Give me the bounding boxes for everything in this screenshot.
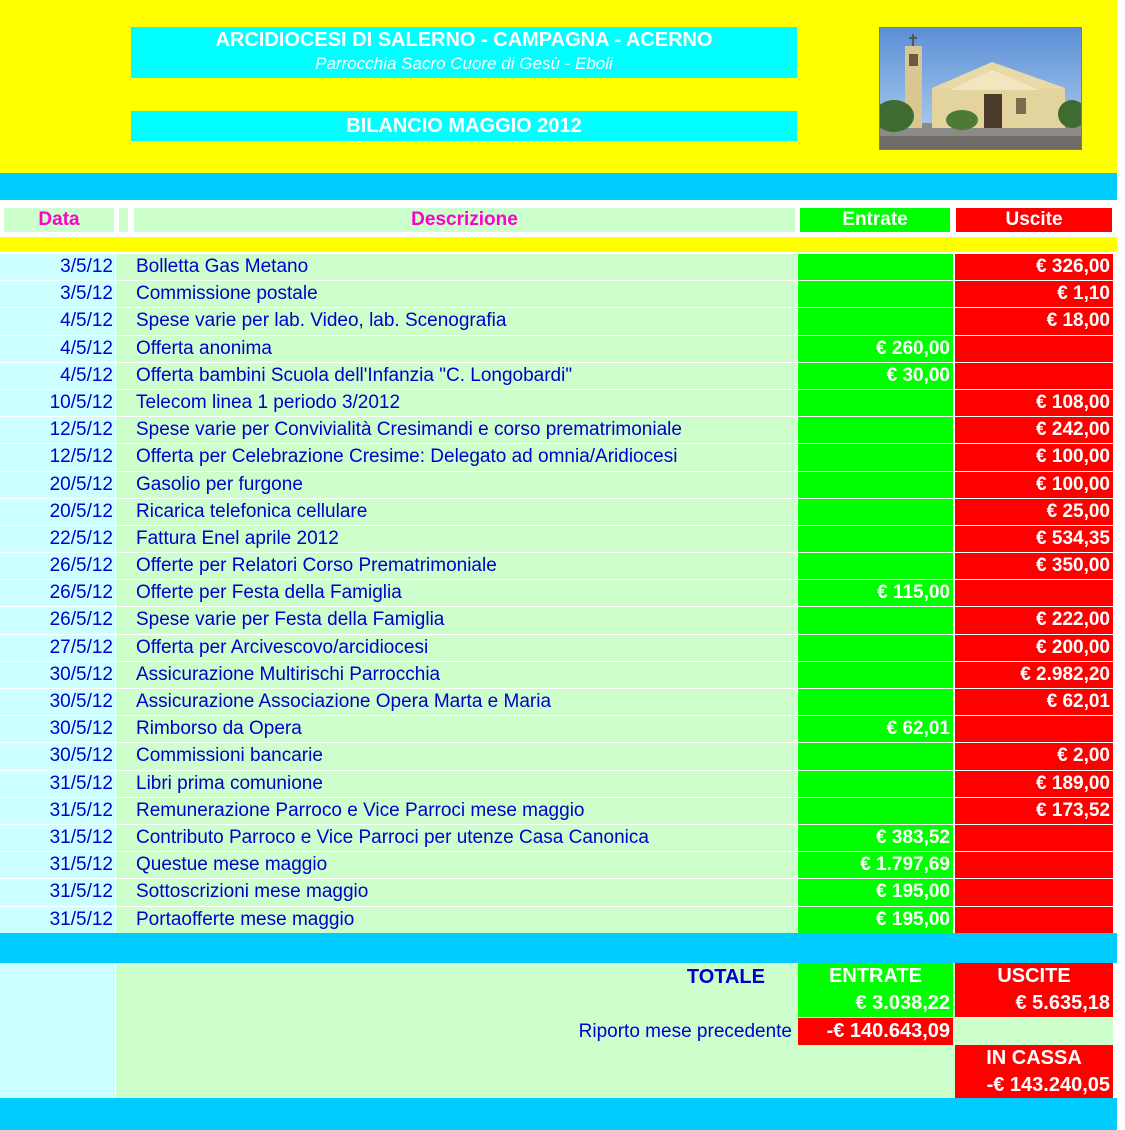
row-description: Telecom linea 1 periodo 3/2012 [116,390,797,416]
row-date: 31/5/12 [0,798,115,824]
row-description: Contributo Parroco e Vice Parroci per utenze Casa Canonica [116,825,797,851]
carry-over-label: Riporto mese precedente [578,1021,792,1042]
row-date: 31/5/12 [0,907,115,933]
row-description: Bolletta Gas Metano [116,254,797,280]
row-description: Rimborso da Opera [116,716,797,742]
column-header-income: Entrate [800,208,950,232]
table-row [0,852,1117,879]
row-description: Offerta per Arcivescovo/arcidiocesi [116,635,797,661]
row-expense [955,336,1113,362]
row-description: Sottoscrizioni mese maggio [116,879,797,905]
table-row [0,825,1117,852]
table-row [0,907,1117,934]
total-label: TOTALE [686,966,765,988]
row-description: Commissione postale [116,281,797,307]
row-description: Spese varie per Convivialità Cresimandi e corso prematrimoniale [116,417,797,443]
row-expense [955,907,1113,933]
row-expense [955,852,1113,878]
diocese-title: ARCIDIOCESI DI SALERNO - CAMPAGNA - ACERNO [215,29,713,51]
row-date: 22/5/12 [0,526,115,552]
table-row [0,798,1117,825]
row-income [798,281,953,307]
table-row [0,771,1117,798]
row-description: Portaofferte mese maggio [116,907,797,933]
row-expense: € 173,52 [955,798,1113,824]
row-income [798,771,953,797]
blue-band-top [0,173,1117,200]
row-expense: € 2,00 [955,743,1113,769]
row-expense: € 189,00 [955,771,1113,797]
row-date: 4/5/12 [0,336,115,362]
row-date: 31/5/12 [0,825,115,851]
row-expense [955,825,1113,851]
row-date: 20/5/12 [0,472,115,498]
diocese-title-box [131,27,797,78]
row-expense [955,879,1113,905]
row-date: 3/5/12 [0,254,115,280]
row-date: 3/5/12 [0,281,115,307]
row-date: 31/5/12 [0,852,115,878]
row-income [798,689,953,715]
row-description: Gasolio per furgone [116,472,797,498]
row-date: 10/5/12 [0,390,115,416]
row-date: 12/5/12 [0,444,115,470]
column-header-separator [119,208,128,232]
row-expense: € 534,35 [955,526,1113,552]
row-date: 26/5/12 [0,607,115,633]
row-income [798,635,953,661]
row-description: Libri prima comunione [116,771,797,797]
table-row [0,499,1117,526]
row-income [798,743,953,769]
table-row [0,417,1117,444]
column-header-row [0,200,1117,237]
row-date: 4/5/12 [0,363,115,389]
table-row [0,390,1117,417]
row-description: Offerte per Relatori Corso Prematrimoniale [116,553,797,579]
column-header-expense: Uscite [956,208,1112,232]
income-total-label: ENTRATE [798,963,953,990]
row-expense: € 242,00 [955,417,1113,443]
row-description: Fattura Enel aprile 2012 [116,526,797,552]
carry-over-value: -€ 140.643,09 [798,1018,953,1045]
table-row [0,607,1117,634]
church-photo [879,27,1082,150]
row-description: Commissioni bancarie [116,743,797,769]
row-description: Remunerazione Parroco e Vice Parroci mese maggio [116,798,797,824]
table-row [0,363,1117,390]
row-expense: € 350,00 [955,553,1113,579]
column-header-date: Data [4,208,114,232]
table-row [0,444,1117,471]
row-expense: € 25,00 [955,499,1113,525]
row-expense: € 200,00 [955,635,1113,661]
row-expense [955,580,1113,606]
blue-band-bottom [0,1098,1117,1130]
row-income: € 115,00 [798,580,953,606]
row-expense [955,716,1113,742]
row-expense: € 62,01 [955,689,1113,715]
table-row [0,662,1117,689]
church-photo-icon [880,28,1082,150]
blue-band-middle [0,933,1117,963]
row-date: 27/5/12 [0,635,115,661]
table-row [0,689,1117,716]
row-description: Questue mese maggio [116,852,797,878]
row-income: € 260,00 [798,336,953,362]
row-expense [955,363,1113,389]
row-income [798,444,953,470]
row-income [798,472,953,498]
row-expense: € 326,00 [955,254,1113,280]
column-header-description: Descrizione [134,208,795,232]
table-row [0,281,1117,308]
row-income [798,308,953,334]
row-income [798,607,953,633]
summary-left-cell [0,963,115,1098]
row-description: Offerta per Celebrazione Cresime: Delegato ad omnia/Aridiocesi [116,444,797,470]
row-description: Assicurazione Multirischi Parrocchia [116,662,797,688]
row-expense: € 108,00 [955,390,1113,416]
carry-over-blank [955,1018,1113,1045]
row-income: € 1.797,69 [798,852,953,878]
row-date: 4/5/12 [0,308,115,334]
row-income [798,798,953,824]
row-date: 30/5/12 [0,689,115,715]
row-expense: € 1,10 [955,281,1113,307]
table-row [0,308,1117,335]
row-income [798,662,953,688]
table-row [0,553,1117,580]
table-row [0,879,1117,906]
row-description: Ricarica telefonica cellulare [116,499,797,525]
row-expense: € 100,00 [955,444,1113,470]
row-description: Assicurazione Associazione Opera Marta e Maria [116,689,797,715]
expense-total-label: USCITE [955,963,1113,990]
row-date: 30/5/12 [0,662,115,688]
row-description: Offerta anonima [116,336,797,362]
row-date: 26/5/12 [0,580,115,606]
row-income: € 30,00 [798,363,953,389]
table-row [0,472,1117,499]
table-row [0,254,1117,281]
report-title: BILANCIO MAGGIO 2012 [131,111,797,141]
row-income [798,254,953,280]
table-row [0,716,1117,743]
cash-label: IN CASSA [955,1045,1113,1072]
table-row [0,635,1117,662]
row-date: 20/5/12 [0,499,115,525]
row-description: Spese varie per lab. Video, lab. Scenografia [116,308,797,334]
row-income [798,417,953,443]
row-date: 30/5/12 [0,743,115,769]
row-description: Offerta bambini Scuola dell'Infanzia "C. Longobardi" [116,363,797,389]
row-income: € 195,00 [798,907,953,933]
table-row [0,743,1117,770]
row-income: € 62,01 [798,716,953,742]
row-income: € 383,52 [798,825,953,851]
row-expense: € 100,00 [955,472,1113,498]
row-income [798,499,953,525]
row-income [798,526,953,552]
parish-subtitle: Parrocchia Sacro Cuore di Gesù - Eboli [315,54,613,73]
row-income: € 195,00 [798,879,953,905]
cash-value: -€ 143.240,05 [955,1072,1113,1098]
income-total-value: € 3.038,22 [798,990,953,1017]
row-date: 30/5/12 [0,716,115,742]
row-date: 31/5/12 [0,771,115,797]
row-income [798,553,953,579]
row-date: 31/5/12 [0,879,115,905]
row-expense: € 2.982,20 [955,662,1113,688]
row-income [798,390,953,416]
expense-total-value: € 5.635,18 [955,990,1113,1017]
row-date: 26/5/12 [0,553,115,579]
row-description: Spese varie per Festa della Famiglia [116,607,797,633]
table-row [0,336,1117,363]
row-expense: € 18,00 [955,308,1113,334]
ledger-table [0,254,1117,934]
table-row [0,526,1117,553]
table-row [0,580,1117,607]
row-expense: € 222,00 [955,607,1113,633]
row-date: 12/5/12 [0,417,115,443]
row-description: Offerte per Festa della Famiglia [116,580,797,606]
yellow-band [0,237,1117,252]
